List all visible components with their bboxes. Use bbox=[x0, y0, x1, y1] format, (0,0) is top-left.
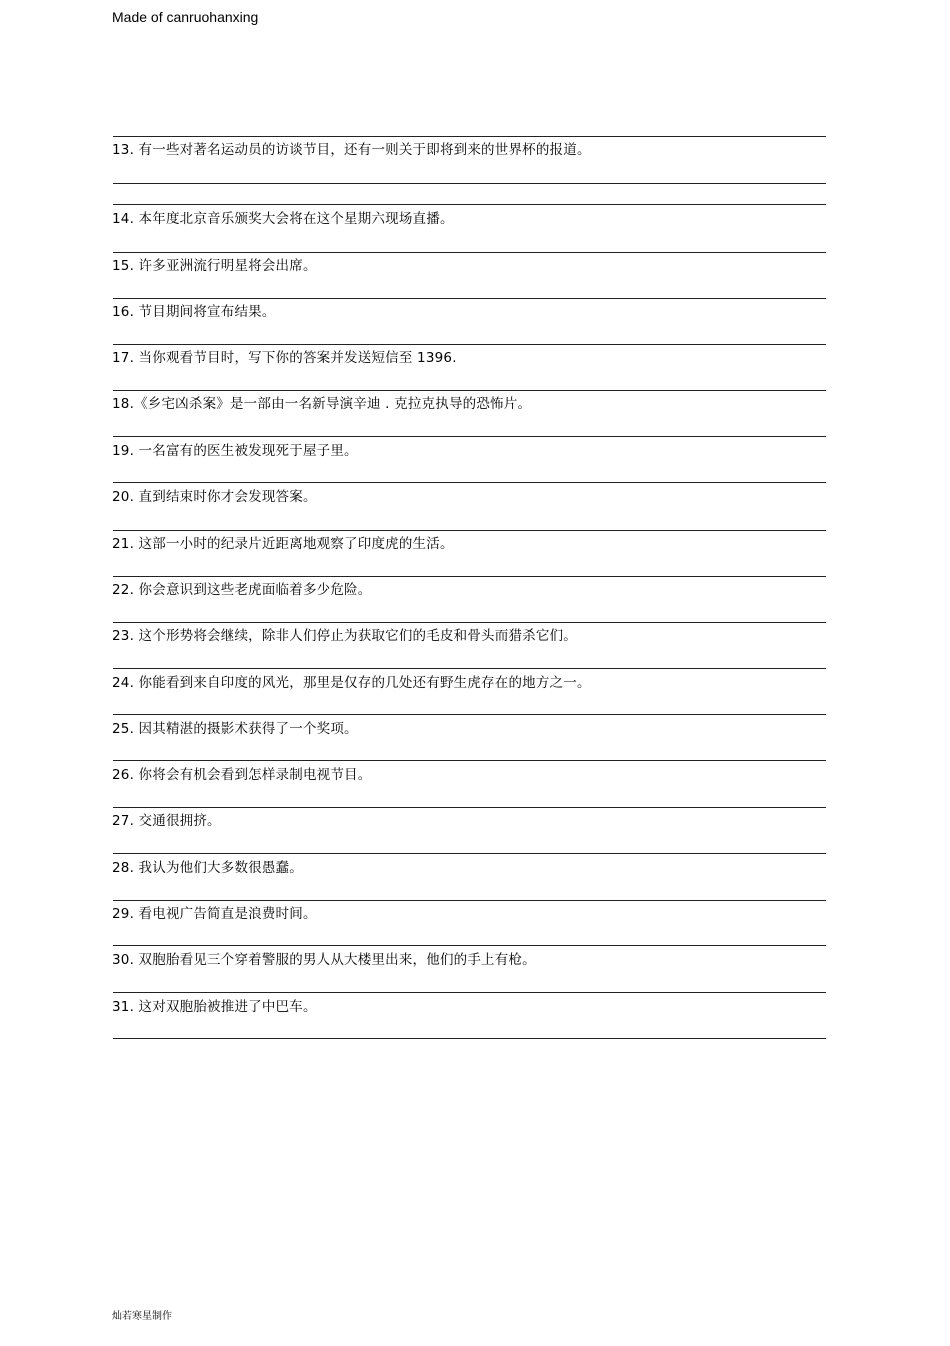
sentence-item: 28. 我认为他们大多数很愚蠢。 bbox=[112, 860, 303, 876]
answer-line bbox=[113, 807, 826, 808]
answer-line bbox=[113, 900, 826, 901]
answer-line bbox=[113, 530, 826, 531]
answer-line bbox=[113, 760, 826, 761]
answer-line bbox=[113, 482, 826, 483]
answer-line bbox=[113, 136, 826, 137]
answer-line bbox=[113, 576, 826, 577]
sentence-item: 16. 节目期间将宣布结果。 bbox=[112, 304, 276, 320]
answer-line bbox=[113, 204, 826, 205]
page-footer: 灿若寒星制作 bbox=[112, 1311, 172, 1322]
sentence-item: 30. 双胞胎看见三个穿着警服的男人从大楼里出来，他们的手上有枪。 bbox=[112, 952, 536, 968]
sentence-item: 21. 这部一小时的纪录片近距离地观察了印度虎的生活。 bbox=[112, 536, 454, 552]
answer-line bbox=[113, 298, 826, 299]
answer-line bbox=[113, 1038, 826, 1039]
sentence-item: 13. 有一些对著名运动员的访谈节目，还有一则关于即将到来的世界杯的报道。 bbox=[112, 142, 591, 158]
answer-line bbox=[113, 252, 826, 253]
sentence-item: 18.《乡宅凶杀案》是一部由一名新导演辛迪 . 克拉克执导的恐怖片。 bbox=[112, 396, 532, 412]
answer-line bbox=[113, 622, 826, 623]
sentence-item: 14. 本年度北京音乐颁奖大会将在这个星期六现场直播。 bbox=[112, 211, 454, 227]
answer-line bbox=[113, 436, 826, 437]
answer-line bbox=[113, 945, 826, 946]
sentence-item: 24. 你能看到来自印度的风光，那里是仅存的几处还有野生虎存在的地方之一。 bbox=[112, 675, 591, 691]
sentence-item: 29. 看电视广告简直是浪费时间。 bbox=[112, 906, 317, 922]
page-header: Made of canruohanxing bbox=[112, 9, 259, 25]
sentence-item: 15. 许多亚洲流行明星将会出席。 bbox=[112, 258, 317, 274]
sentence-item: 20. 直到结束时你才会发现答案。 bbox=[112, 489, 317, 505]
answer-line bbox=[113, 183, 826, 184]
sentence-item: 26. 你将会有机会看到怎样录制电视节目。 bbox=[112, 767, 372, 783]
sentence-item: 27. 交通很拥挤。 bbox=[112, 813, 221, 829]
sentence-item: 23. 这个形势将会继续，除非人们停止为获取它们的毛皮和骨头而猎杀它们。 bbox=[112, 628, 577, 644]
sentence-item: 31. 这对双胞胎被推进了中巴车。 bbox=[112, 999, 317, 1015]
answer-line bbox=[113, 344, 826, 345]
sentence-item: 25. 因其精湛的摄影术获得了一个奖项。 bbox=[112, 721, 358, 737]
sentence-item: 17. 当你观看节目时，写下你的答案并发送短信至 1396. bbox=[112, 350, 457, 366]
answer-line bbox=[113, 853, 826, 854]
answer-line bbox=[113, 668, 826, 669]
answer-line bbox=[113, 992, 826, 993]
answer-line bbox=[113, 714, 826, 715]
sentence-item: 19. 一名富有的医生被发现死于屋子里。 bbox=[112, 443, 358, 459]
answer-line bbox=[113, 390, 826, 391]
sentence-item: 22. 你会意识到这些老虎面临着多少危险。 bbox=[112, 582, 372, 598]
